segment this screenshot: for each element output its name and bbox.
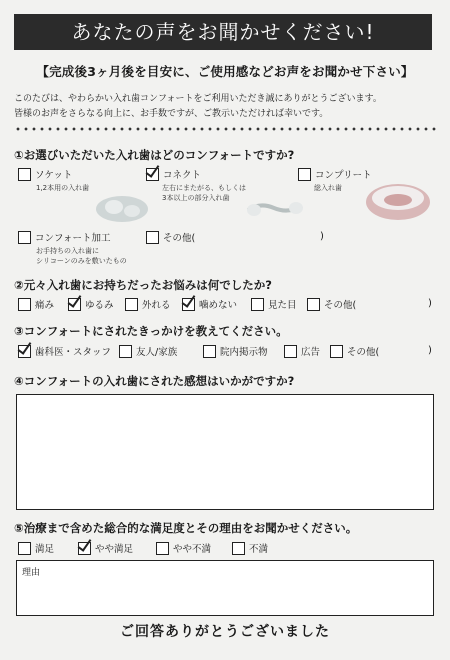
checkbox[interactable] xyxy=(232,542,245,555)
q1-option-socket[interactable] xyxy=(18,167,72,181)
page-subtitle: 【完成後3ヶ月後を目安に、ご使用感などお声をお聞かせ下さい】 xyxy=(36,64,414,79)
q1-other-close-paren: ) xyxy=(320,231,324,242)
q1-option-socket-note: 1,2本用の入れ歯 xyxy=(36,184,90,192)
closing-message: ご回答ありがとうございました xyxy=(120,624,330,640)
q1-option-comfort-processing[interactable] xyxy=(18,230,111,244)
q3-option-clinic-poster[interactable] xyxy=(203,344,268,358)
q3-option-other[interactable] xyxy=(330,344,379,358)
intro-text xyxy=(14,92,439,122)
checkbox-checked[interactable] xyxy=(78,542,91,555)
q1-option-complete-note: 総入れ歯 xyxy=(314,184,342,192)
q5-option-somewhat-satisfied[interactable] xyxy=(78,541,133,555)
intro-line-2: 皆様のお声をさらなる向上に、お手数ですが、ご教示いただければ幸いです。 xyxy=(14,109,329,119)
checkbox[interactable] xyxy=(18,231,31,244)
q3-option-advertisement[interactable] xyxy=(284,344,320,358)
q2-other-close-paren: ) xyxy=(428,298,432,309)
checkbox[interactable] xyxy=(18,298,31,311)
q1-option-complete[interactable] xyxy=(298,167,372,181)
option-label: やや不満 xyxy=(173,544,212,555)
q2-option-falls-out[interactable] xyxy=(125,297,171,311)
option-label: コンフォート加工 xyxy=(35,233,111,244)
option-label: コンプリート xyxy=(315,170,372,181)
q5-option-somewhat-dissatisfied[interactable] xyxy=(156,541,211,555)
q1-option-other[interactable] xyxy=(146,230,195,244)
checkbox[interactable] xyxy=(156,542,169,555)
option-label: ゆるみ xyxy=(85,300,114,311)
option-label: ソケット xyxy=(35,170,73,181)
option-label: 噛めない xyxy=(199,300,238,311)
q1-option-comfort-processing-note: お手持ちの入れ歯に シリコーンのみを敷いたもの xyxy=(36,247,127,265)
option-label: 満足 xyxy=(35,544,55,555)
checkbox[interactable] xyxy=(146,231,159,244)
checkbox[interactable] xyxy=(307,298,320,311)
option-label: 見た目 xyxy=(268,300,297,311)
denture-connect-image xyxy=(244,198,306,220)
checkbox-checked[interactable] xyxy=(182,298,195,311)
question-5: ⑤治療まで含めた総合的な満足度とその理由をお聞かせください。 xyxy=(14,521,358,535)
q2-option-appearance[interactable] xyxy=(251,297,297,311)
option-label: やや満足 xyxy=(95,544,134,555)
q3-option-friend-family[interactable] xyxy=(119,344,177,358)
option-label: 外れる xyxy=(142,300,171,311)
checkbox[interactable] xyxy=(125,298,138,311)
reason-answer-box[interactable] xyxy=(16,560,434,616)
question-3: ③コンフォートにされたきっかけを教えてください。 xyxy=(14,324,288,338)
checkbox[interactable] xyxy=(298,168,311,181)
q5-option-satisfied[interactable] xyxy=(18,541,54,555)
checkbox[interactable] xyxy=(284,345,297,358)
q2-option-loose[interactable] xyxy=(68,297,114,311)
option-label: その他( xyxy=(347,347,380,358)
q2-option-other[interactable] xyxy=(307,297,356,311)
reason-label: 理由 xyxy=(22,568,41,578)
checkbox[interactable] xyxy=(251,298,264,311)
dotted-divider xyxy=(14,127,436,131)
checkbox-checked[interactable] xyxy=(68,298,81,311)
q5-option-dissatisfied[interactable] xyxy=(232,541,268,555)
option-label: その他( xyxy=(163,233,196,244)
option-label: コネクト xyxy=(163,170,202,181)
question-4: ④コンフォートの入れ歯にされた感想はいかがですか? xyxy=(14,374,295,388)
q1-option-connect-note: 左右にまたがる、もしくは 3本以上の部分入れ歯 xyxy=(162,184,246,202)
option-label: その他( xyxy=(324,300,357,311)
checkbox[interactable] xyxy=(330,345,343,358)
checkbox[interactable] xyxy=(18,168,31,181)
option-label: 不満 xyxy=(249,544,269,555)
checkbox[interactable] xyxy=(18,542,31,555)
question-1: ①お選びいただいた入れ歯はどのコンフォートですか? xyxy=(14,148,295,162)
q3-other-close-paren: ) xyxy=(428,345,432,356)
checkbox-checked[interactable] xyxy=(18,345,31,358)
checkbox[interactable] xyxy=(119,345,132,358)
q3-option-dentist-staff[interactable] xyxy=(18,344,111,358)
question-2: ②元々入れ歯にお持ちだったお悩みは何でしたか? xyxy=(14,278,272,292)
option-label: 痛み xyxy=(35,300,55,311)
impression-answer-box[interactable] xyxy=(16,394,434,510)
intro-line-1: このたびは、やわらかい入れ歯コンフォートをご利用いただき誠にありがとうございます。 xyxy=(14,94,382,104)
q2-option-cannot-chew[interactable] xyxy=(182,297,237,311)
page-title: あなたの声をお聞かせください! xyxy=(14,14,432,50)
q1-option-connect[interactable] xyxy=(146,167,201,181)
checkbox[interactable] xyxy=(203,345,216,358)
option-label: 友人/家族 xyxy=(136,347,178,358)
denture-socket-image xyxy=(92,191,152,225)
option-label: 歯科医・スタッフ xyxy=(35,347,112,358)
checkbox-checked[interactable] xyxy=(146,168,159,181)
q2-option-pain[interactable] xyxy=(18,297,54,311)
option-label: 広告 xyxy=(301,347,321,358)
denture-complete-image xyxy=(362,178,434,224)
option-label: 院内掲示物 xyxy=(220,347,268,358)
